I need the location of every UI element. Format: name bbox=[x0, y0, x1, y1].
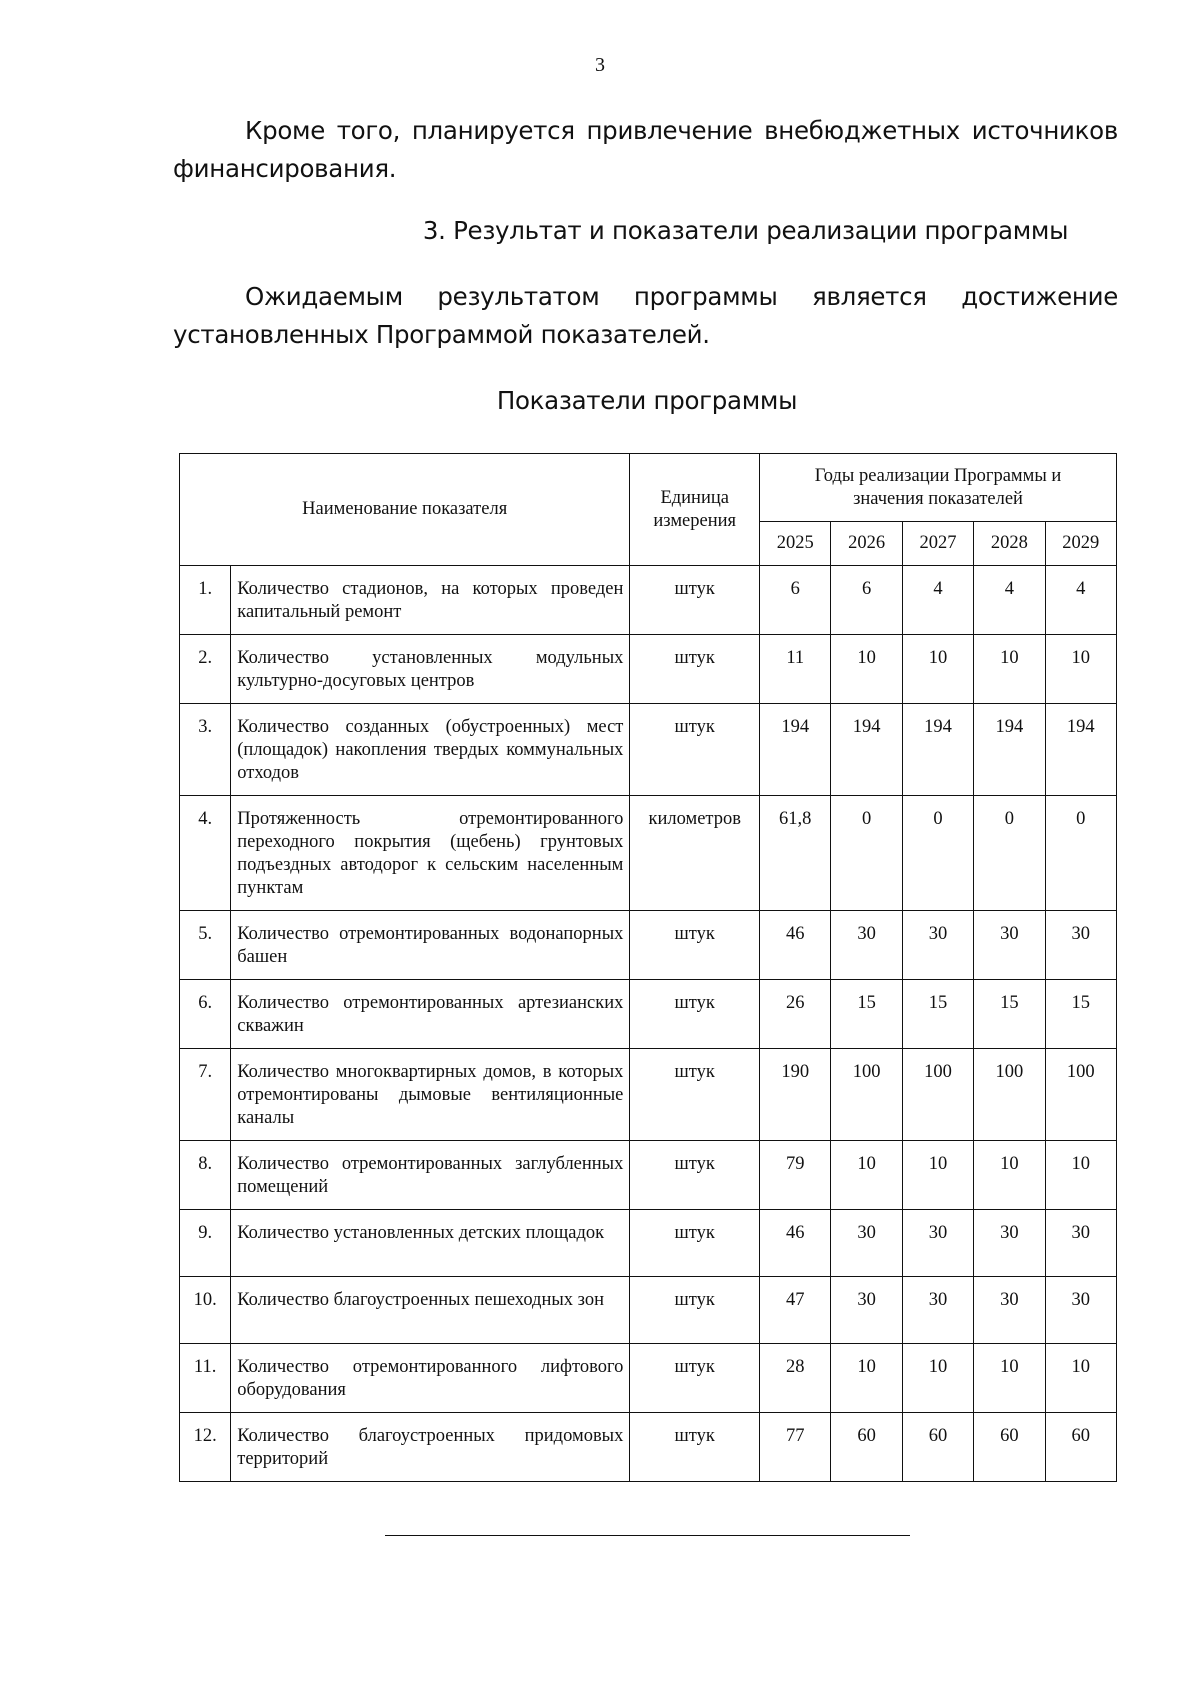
unit-cell: штук bbox=[630, 1049, 760, 1141]
value-cell: 10 bbox=[831, 635, 902, 704]
unit-cell: километров bbox=[630, 796, 760, 911]
unit-cell: штук bbox=[630, 635, 760, 704]
unit-cell: штук bbox=[630, 1277, 760, 1344]
value-cell: 30 bbox=[1045, 911, 1116, 980]
row-number: 5. bbox=[180, 911, 231, 980]
value-cell: 100 bbox=[1045, 1049, 1116, 1141]
value-cell: 30 bbox=[902, 911, 973, 980]
unit-cell: штук bbox=[630, 911, 760, 980]
value-cell: 4 bbox=[1045, 566, 1116, 635]
indicator-name: Количество отремонтированного лифтового оборудования bbox=[231, 1344, 630, 1413]
indicator-name: Количество благоустроенных придомовых территорий bbox=[231, 1413, 630, 1482]
row-number: 4. bbox=[180, 796, 231, 911]
unit-cell: штук bbox=[630, 566, 760, 635]
value-cell: 10 bbox=[1045, 1344, 1116, 1413]
value-cell: 100 bbox=[974, 1049, 1045, 1141]
row-number: 3. bbox=[180, 704, 231, 796]
indicator-name: Количество созданных (обустроенных) мест (площадок) накопления твердых коммунальных отходов bbox=[231, 704, 630, 796]
value-cell: 100 bbox=[902, 1049, 973, 1141]
value-cell: 10 bbox=[974, 1141, 1045, 1210]
table-row bbox=[180, 1413, 1117, 1482]
table-row bbox=[180, 1210, 1117, 1277]
unit-cell: штук bbox=[630, 980, 760, 1049]
value-cell: 10 bbox=[902, 1344, 973, 1413]
table-row bbox=[180, 1277, 1117, 1344]
table-header bbox=[180, 454, 1117, 566]
value-cell: 194 bbox=[1045, 704, 1116, 796]
indicator-name: Количество отремонтированных заглубленных помещений bbox=[231, 1141, 630, 1210]
table-title: Показатели программы bbox=[496, 386, 798, 415]
value-cell: 26 bbox=[760, 980, 831, 1049]
value-cell: 11 bbox=[760, 635, 831, 704]
row-number: 11. bbox=[180, 1344, 231, 1413]
value-cell: 28 bbox=[760, 1344, 831, 1413]
value-cell: 61,8 bbox=[760, 796, 831, 911]
value-cell: 30 bbox=[831, 1210, 902, 1277]
unit-cell: штук bbox=[630, 1413, 760, 1482]
header-year: 2026 bbox=[831, 522, 902, 566]
unit-cell: штук bbox=[630, 1344, 760, 1413]
table-row bbox=[180, 635, 1117, 704]
value-cell: 194 bbox=[974, 704, 1045, 796]
table-row bbox=[180, 566, 1117, 635]
header-year: 2025 bbox=[760, 522, 831, 566]
indicators-table bbox=[179, 453, 1117, 1482]
value-cell: 4 bbox=[974, 566, 1045, 635]
value-cell: 10 bbox=[902, 635, 973, 704]
value-cell: 30 bbox=[974, 1277, 1045, 1344]
value-cell: 30 bbox=[974, 1210, 1045, 1277]
row-number: 8. bbox=[180, 1141, 231, 1210]
value-cell: 10 bbox=[974, 635, 1045, 704]
value-cell: 15 bbox=[831, 980, 902, 1049]
value-cell: 46 bbox=[760, 1210, 831, 1277]
value-cell: 10 bbox=[974, 1344, 1045, 1413]
value-cell: 6 bbox=[831, 566, 902, 635]
indicator-name: Количество стадионов, на которых проведен капитальный ремонт bbox=[231, 566, 630, 635]
indicator-name: Количество благоустроенных пешеходных зон bbox=[231, 1277, 630, 1344]
value-cell: 30 bbox=[831, 911, 902, 980]
value-cell: 60 bbox=[974, 1413, 1045, 1482]
row-number: 2. bbox=[180, 635, 231, 704]
value-cell: 0 bbox=[831, 796, 902, 911]
value-cell: 100 bbox=[831, 1049, 902, 1141]
indicator-name: Количество установленных модульных культурно-досуговых центров bbox=[231, 635, 630, 704]
indicator-name: Количество многоквартирных домов, в которых отремонтированы дымовые вентиляционные каналы bbox=[231, 1049, 630, 1141]
value-cell: 10 bbox=[1045, 1141, 1116, 1210]
value-cell: 190 bbox=[760, 1049, 831, 1141]
page-number: 3 bbox=[595, 54, 605, 76]
value-cell: 0 bbox=[902, 796, 973, 911]
value-cell: 6 bbox=[760, 566, 831, 635]
value-cell: 194 bbox=[902, 704, 973, 796]
value-cell: 10 bbox=[831, 1344, 902, 1413]
header-year: 2027 bbox=[902, 522, 973, 566]
header-years-group: Годы реализации Программы и значения показателей bbox=[760, 454, 1117, 522]
unit-cell: штук bbox=[630, 1141, 760, 1210]
header-unit: Единица измерения bbox=[630, 454, 760, 566]
paragraph-funding: Кроме того, планируется привлечение внебюджетных источников финансирования. bbox=[173, 116, 1118, 183]
indicator-name: Количество отремонтированных водонапорных башен bbox=[231, 911, 630, 980]
value-cell: 30 bbox=[902, 1210, 973, 1277]
footer-divider bbox=[385, 1535, 910, 1536]
table-row bbox=[180, 1049, 1117, 1141]
row-number: 12. bbox=[180, 1413, 231, 1482]
value-cell: 77 bbox=[760, 1413, 831, 1482]
row-number: 1. bbox=[180, 566, 231, 635]
value-cell: 30 bbox=[831, 1277, 902, 1344]
unit-cell: штук bbox=[630, 704, 760, 796]
value-cell: 4 bbox=[902, 566, 973, 635]
unit-cell: штук bbox=[630, 1210, 760, 1277]
value-cell: 194 bbox=[831, 704, 902, 796]
value-cell: 194 bbox=[760, 704, 831, 796]
table-body bbox=[180, 566, 1117, 1482]
value-cell: 47 bbox=[760, 1277, 831, 1344]
header-name: Наименование показателя bbox=[180, 454, 630, 566]
table-row bbox=[180, 1344, 1117, 1413]
value-cell: 79 bbox=[760, 1141, 831, 1210]
value-cell: 15 bbox=[974, 980, 1045, 1049]
indicator-name: Количество отремонтированных артезианских скважин bbox=[231, 980, 630, 1049]
value-cell: 0 bbox=[974, 796, 1045, 911]
table-row bbox=[180, 980, 1117, 1049]
value-cell: 30 bbox=[1045, 1210, 1116, 1277]
value-cell: 30 bbox=[1045, 1277, 1116, 1344]
row-number: 6. bbox=[180, 980, 231, 1049]
value-cell: 60 bbox=[1045, 1413, 1116, 1482]
row-number: 7. bbox=[180, 1049, 231, 1141]
value-cell: 30 bbox=[902, 1277, 973, 1344]
value-cell: 30 bbox=[974, 911, 1045, 980]
paragraph-result: Ожидаемым результатом программы является достижение установленных Программой показателей. bbox=[173, 282, 1118, 349]
header-year: 2029 bbox=[1045, 522, 1116, 566]
indicator-name: Количество установленных детских площадок bbox=[231, 1210, 630, 1277]
value-cell: 46 bbox=[760, 911, 831, 980]
table-row bbox=[180, 796, 1117, 911]
value-cell: 0 bbox=[1045, 796, 1116, 911]
value-cell: 10 bbox=[902, 1141, 973, 1210]
header-year: 2028 bbox=[974, 522, 1045, 566]
row-number: 9. bbox=[180, 1210, 231, 1277]
section-title: 3. Результат и показатели реализации программы bbox=[422, 216, 1069, 245]
value-cell: 15 bbox=[902, 980, 973, 1049]
value-cell: 10 bbox=[1045, 635, 1116, 704]
table-row bbox=[180, 704, 1117, 796]
value-cell: 60 bbox=[902, 1413, 973, 1482]
row-number: 10. bbox=[180, 1277, 231, 1344]
value-cell: 15 bbox=[1045, 980, 1116, 1049]
indicator-name: Протяженность отремонтированного переходного покрытия (щебень) грунтовых подъездных автодорог к сельским населенным пунктам bbox=[231, 796, 630, 911]
value-cell: 60 bbox=[831, 1413, 902, 1482]
table-row bbox=[180, 911, 1117, 980]
value-cell: 10 bbox=[831, 1141, 902, 1210]
table-row bbox=[180, 1141, 1117, 1210]
